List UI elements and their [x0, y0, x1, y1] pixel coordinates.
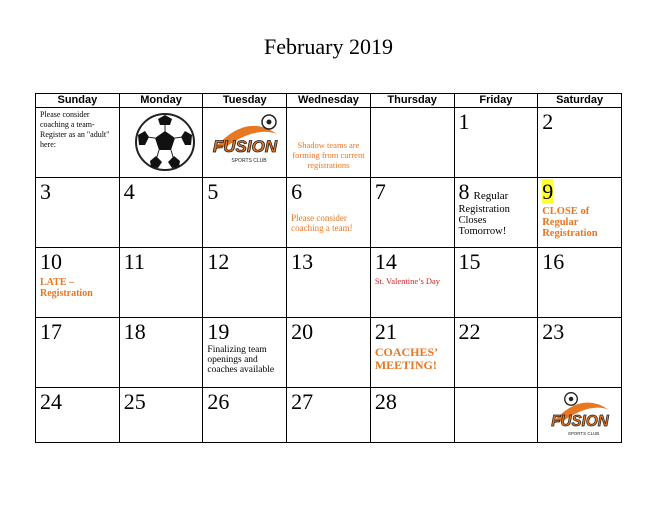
day-number: 1 — [458, 109, 470, 134]
close-registration-note: CLOSE of Regular Registration — [542, 206, 598, 239]
weekday-monday: Monday — [119, 94, 203, 108]
day-cell-6 — [287, 178, 371, 248]
day-cell-10 — [36, 248, 120, 318]
week-row-4 — [36, 318, 622, 388]
week-row-2 — [36, 178, 622, 248]
soccer-ball-icon — [130, 109, 200, 175]
day-cell-27 — [287, 388, 371, 443]
day-number: 20 — [291, 319, 314, 344]
day-cell-empty — [36, 108, 120, 178]
day-cell-22 — [454, 318, 538, 388]
day-cell-13 — [287, 248, 371, 318]
svg-text:FUSION: FUSION — [551, 412, 609, 430]
day-number: 19 — [207, 319, 230, 344]
day-number: 7 — [374, 179, 386, 204]
weekday-thursday: Thursday — [370, 94, 454, 108]
day-cell-11 — [119, 248, 203, 318]
weekday-wednesday: Wednesday — [287, 94, 371, 108]
registration-closes-note: Registration Closes Tomorrow! — [458, 204, 510, 237]
day-number: 14 — [374, 249, 397, 274]
coaching-note: Please consider coaching a team! — [291, 213, 353, 233]
day-number-row — [538, 178, 621, 204]
day-cell-2 — [538, 108, 622, 178]
day-number: 28 — [374, 389, 397, 414]
day-number: 23 — [542, 319, 565, 344]
fusion-logo — [542, 390, 618, 442]
day-cell-18 — [119, 318, 203, 388]
day-number: 15 — [458, 249, 481, 274]
weekday-saturday: Saturday — [538, 94, 622, 108]
day-cell-8 — [454, 178, 538, 248]
svg-text:FUSION: FUSION — [213, 137, 278, 156]
day-number: 2 — [542, 109, 554, 134]
day-cell-4 — [119, 178, 203, 248]
shadow-teams-note: Shadow teams are forming from current registrations — [292, 140, 365, 170]
coaching-register-note: Please consider coaching a team- Register as an "adult" here: — [40, 110, 110, 149]
day-number: 13 — [291, 249, 314, 274]
valentines-day-note: St. Valentine’s Day — [374, 276, 441, 286]
regular-label: Regular — [473, 190, 509, 202]
day-cell-1 — [454, 108, 538, 178]
day-cell-empty — [538, 388, 622, 443]
calendar-grid — [35, 93, 622, 443]
day-cell-empty — [287, 108, 371, 178]
day-number: 25 — [123, 389, 146, 414]
day-number: 6 — [291, 179, 303, 204]
day-cell-empty — [454, 388, 538, 443]
calendar-title: February 2019 — [264, 34, 393, 59]
day-cell-28 — [370, 388, 454, 443]
day-cell-empty — [370, 108, 454, 178]
day-number: 21 — [374, 319, 397, 344]
day-number-highlighted: 9 — [542, 179, 554, 204]
day-cell-23 — [538, 318, 622, 388]
day-number: 18 — [123, 319, 146, 344]
day-cell-25 — [119, 388, 203, 443]
day-number: 3 — [40, 179, 51, 204]
day-cell-26 — [203, 388, 287, 443]
day-number: 5 — [207, 179, 219, 204]
day-number: 12 — [207, 249, 230, 274]
weekday-friday: Friday — [454, 94, 538, 108]
day-number: 8 — [458, 179, 470, 204]
day-cell-14 — [370, 248, 454, 318]
coaches-meeting-note: COACHES’ MEETING! — [374, 345, 438, 372]
day-cell-21 — [370, 318, 454, 388]
weekday-header-row — [36, 94, 622, 108]
day-number: 24 — [40, 389, 62, 414]
day-cell-5 — [203, 178, 287, 248]
day-number: 26 — [207, 389, 230, 414]
day-number: 10 — [40, 249, 62, 274]
day-number-row — [455, 178, 538, 204]
day-number: 22 — [458, 319, 481, 344]
day-cell-17 — [36, 318, 120, 388]
svg-text:SPORTS CLUB: SPORTS CLUB — [231, 158, 268, 164]
week-row-5 — [36, 388, 622, 443]
day-number: 17 — [40, 319, 62, 344]
week-row-3 — [36, 248, 622, 318]
day-cell-7 — [370, 178, 454, 248]
day-cell-19 — [203, 318, 287, 388]
day-cell-9 — [538, 178, 622, 248]
weekday-sunday: Sunday — [36, 94, 120, 108]
finalizing-teams-note: Finalizing team openings and coaches available — [207, 345, 275, 375]
day-number: 4 — [123, 179, 135, 204]
day-cell-24 — [36, 388, 120, 443]
day-cell-16 — [538, 248, 622, 318]
day-number: 27 — [291, 389, 314, 414]
late-registration-note: LATE – Registration — [40, 277, 93, 299]
weekday-tuesday: Tuesday — [203, 94, 287, 108]
day-cell-empty — [119, 108, 203, 178]
day-cell-15 — [454, 248, 538, 318]
svg-text:SPORTS CLUB: SPORTS CLUB — [568, 430, 600, 436]
day-number: 11 — [123, 249, 145, 274]
day-number: 16 — [542, 249, 565, 274]
week-row-1 — [36, 108, 622, 178]
fusion-logo — [207, 112, 283, 170]
day-cell-empty — [203, 108, 287, 178]
day-cell-3 — [36, 178, 120, 248]
day-cell-20 — [287, 318, 371, 388]
day-cell-12 — [203, 248, 287, 318]
